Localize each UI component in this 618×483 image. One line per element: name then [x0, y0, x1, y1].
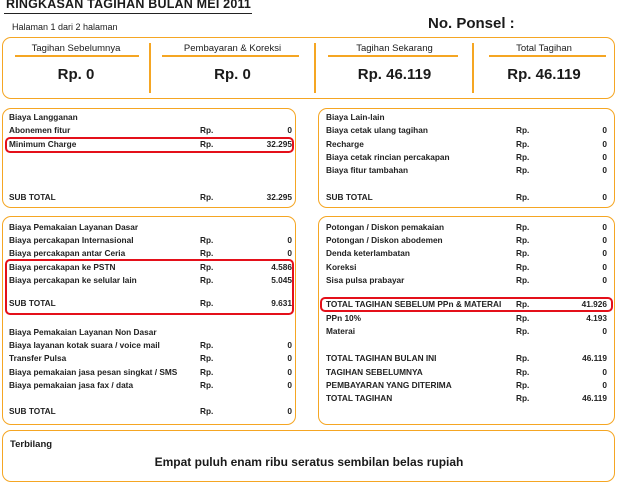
row-currency: Rp. [200, 275, 214, 285]
row-value: 0 [287, 340, 292, 350]
row-value: 0 [602, 326, 607, 336]
row-currency: Rp. [516, 275, 530, 285]
row-currency: Rp. [516, 248, 530, 258]
page-title: RINGKASAN TAGIHAN BULAN MEI 2011 [6, 0, 252, 11]
row-label: TOTAL TAGIHAN BULAN INI [326, 353, 437, 363]
row-value: 0 [287, 353, 292, 363]
row-label: Recharge [326, 139, 364, 149]
row-label: Minimum Charge [9, 139, 77, 149]
row-label: Biaya percakapan ke PSTN [9, 262, 116, 272]
row-currency: Rp. [200, 298, 214, 308]
section-title-text: Biaya Pemakaian Layanan Dasar [9, 222, 139, 232]
row-label: Sisa pulsa prabayar [326, 275, 405, 285]
row-value: 0 [287, 248, 292, 258]
row-value: 0 [602, 139, 607, 149]
row-label: TOTAL TAGIHAN [326, 393, 393, 403]
summary-value: Rp. 46.119 [507, 66, 581, 83]
terbilang-text: Empat puluh enam ribu seratus sembilan belas rupiah [154, 455, 464, 469]
row-value: 0 [287, 406, 292, 416]
summary-previous [3, 38, 149, 98]
row-label: Biaya pemakaian jasa pesan singkat / SMS [9, 367, 178, 377]
row-label: Biaya percakapan Internasional [9, 235, 134, 245]
row-currency: Rp. [516, 192, 530, 202]
row-label: PPn 10% [326, 313, 362, 323]
section-title-text: Biaya Lain-lain [326, 112, 385, 122]
row-value: 0 [287, 235, 292, 245]
row-currency: Rp. [516, 313, 530, 323]
row-label: Potongan / Diskon pemakaian [326, 222, 445, 232]
row-currency: Rp. [200, 262, 214, 272]
section-title-text: Biaya Pemakaian Layanan Non Dasar [9, 327, 157, 337]
row-currency: Rp. [200, 380, 214, 390]
row-label: Transfer Pulsa [9, 353, 67, 363]
row-label: TOTAL TAGIHAN SEBELUM PPn & MATERAI [326, 299, 502, 309]
row-currency: Rp. [200, 340, 214, 350]
row-currency: Rp. [516, 380, 530, 390]
row-label: Potongan / Diskon abodemen [326, 235, 443, 245]
summary-value: Rp. 46.119 [357, 66, 432, 83]
row-currency: Rp. [200, 406, 214, 416]
row-value: 0 [602, 165, 607, 175]
summary-label: Total Tagihan [516, 43, 572, 54]
section-title-text: Biaya Langganan [9, 112, 78, 122]
row-value: 0 [287, 125, 292, 135]
summary-value: Rp. 0 [214, 66, 251, 83]
row-label: Denda keterlambatan [326, 248, 410, 258]
row-label: SUB TOTAL [9, 406, 56, 416]
row-value: 0 [602, 367, 607, 377]
row-value: 0 [602, 262, 607, 272]
row-currency: Rp. [516, 367, 530, 377]
row-label: Biaya cetak ulang tagihan [326, 125, 428, 135]
row-value: 0 [287, 367, 292, 377]
row-currency: Rp. [516, 139, 530, 149]
title-underline [4, 13, 252, 14]
row-label: Materai [326, 326, 356, 336]
row-value: 46.119 [582, 393, 607, 403]
row-value: 46.119 [582, 353, 607, 363]
row-value: 0 [602, 275, 607, 285]
terbilang-label: Terbilang [10, 439, 53, 450]
row-label: SUB TOTAL [9, 192, 56, 202]
row-currency: Rp. [200, 248, 214, 258]
summary-payment [151, 38, 314, 98]
row-label: Abonemen fitur [9, 125, 71, 135]
summary-underline [162, 55, 299, 57]
row-label: Biaya percakapan antar Ceria [9, 248, 126, 258]
summary-underline [489, 55, 606, 57]
row-currency: Rp. [200, 235, 214, 245]
row-currency: Rp. [516, 165, 530, 175]
row-value: 41.926 [581, 299, 607, 309]
row-currency: Rp. [200, 139, 214, 149]
summary-underline [15, 55, 139, 57]
row-label: Biaya percakapan ke selular lain [9, 275, 137, 285]
summary-underline [328, 55, 458, 57]
row-currency: Rp. [516, 125, 530, 135]
row-value: 32.295 [266, 139, 292, 149]
row-value: 4.586 [271, 262, 292, 272]
row-value: 0 [602, 222, 607, 232]
summary-value: Rp. 0 [57, 66, 95, 83]
row-value: 0 [602, 125, 607, 135]
row-label: PEMBAYARAN YANG DITERIMA [326, 380, 452, 390]
row-currency: Rp. [516, 299, 530, 309]
row-value: 9.631 [271, 298, 292, 308]
row-currency: Rp. [516, 235, 530, 245]
row-label: Biaya fitur tambahan [326, 165, 409, 175]
row-currency: Rp. [516, 393, 530, 403]
row-value: 0 [602, 380, 607, 390]
summary-label: Pembayaran & Koreksi [183, 43, 282, 54]
row-value: 4.193 [586, 313, 607, 323]
row-label: SUB TOTAL [9, 298, 56, 308]
summary-current [316, 38, 473, 98]
row-currency: Rp. [200, 353, 214, 363]
row-label: Koreksi [326, 262, 357, 272]
row-currency: Rp. [200, 192, 214, 202]
row-value: 0 [287, 380, 292, 390]
row-label: Biaya pemakaian jasa fax / data [9, 380, 134, 390]
row-label: Biaya cetak rincian percakapan [326, 152, 450, 162]
summary-label: Tagihan Sebelumnya [31, 43, 121, 54]
row-label: TAGIHAN SEBELUMNYA [326, 367, 423, 377]
summary-label: Tagihan Sekarang [356, 43, 433, 54]
row-value: 0 [602, 192, 607, 202]
row-currency: Rp. [516, 222, 530, 232]
row-value: 32.295 [266, 192, 292, 202]
summary-total [474, 38, 614, 98]
row-currency: Rp. [516, 262, 530, 272]
row-value: 0 [602, 248, 607, 258]
page-info: Halaman 1 dari 2 halaman [12, 22, 118, 32]
row-label: SUB TOTAL [326, 192, 373, 202]
summary-box [2, 37, 615, 99]
row-value: 0 [602, 152, 607, 162]
row-currency: Rp. [200, 125, 214, 135]
row-label: Biaya layanan kotak suara / voice mail [9, 340, 160, 350]
ponsel-label: No. Ponsel : [428, 15, 515, 32]
row-currency: Rp. [516, 326, 530, 336]
row-value: 0 [602, 235, 607, 245]
row-currency: Rp. [516, 152, 530, 162]
row-currency: Rp. [516, 353, 530, 363]
row-currency: Rp. [200, 367, 214, 377]
row-value: 5.045 [271, 275, 292, 285]
